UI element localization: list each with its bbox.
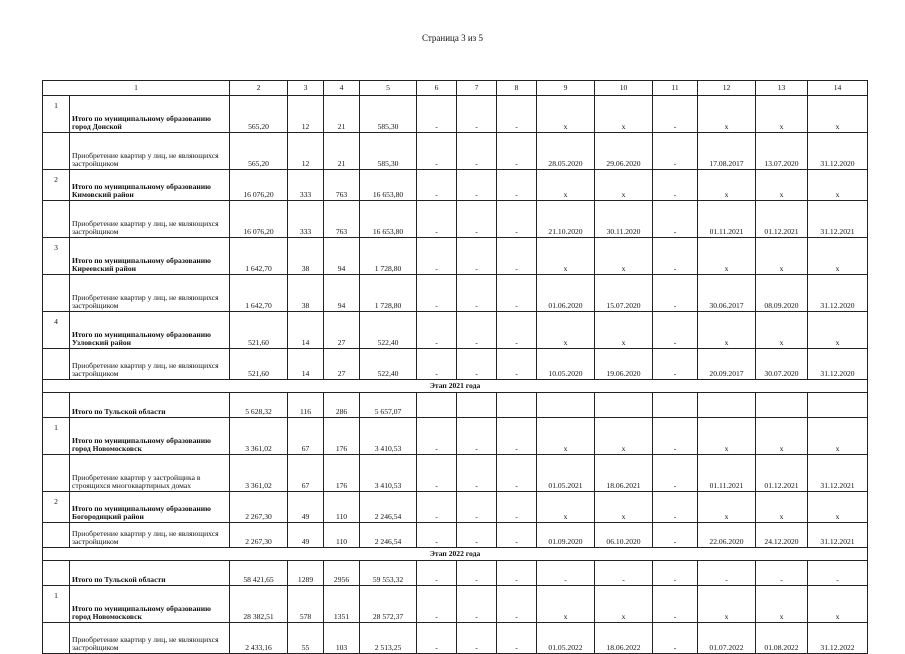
column-header-8: 8 — [497, 81, 537, 96]
table-cell: 94 — [324, 275, 360, 312]
table-cell: 2 513,25 — [360, 623, 417, 654]
table-cell: x — [698, 312, 756, 349]
table-cell: 2 433,16 — [230, 623, 288, 654]
table-row — [43, 561, 868, 586]
table-cell: 29.06.2020 — [595, 133, 653, 170]
table-cell: 103 — [324, 623, 360, 654]
table-cell: 30.07.2020 — [756, 349, 808, 380]
stage-label: Этап 2021 года — [43, 380, 868, 393]
table-cell: x — [698, 418, 756, 455]
table-cell: 3 410,53 — [360, 418, 417, 455]
table-cell: 30.06.2017 — [698, 275, 756, 312]
table-cell: 2 246,54 — [360, 523, 417, 548]
table-cell: 16 653,80 — [360, 201, 417, 238]
table-body — [43, 96, 868, 654]
table-cell: 3 361,02 — [230, 455, 288, 492]
table-cell: - — [653, 561, 698, 586]
table-cell: - — [457, 201, 497, 238]
table-cell: x — [808, 492, 868, 523]
table-cell: - — [497, 523, 537, 548]
table-cell: x — [698, 170, 756, 201]
table-cell: - — [457, 312, 497, 349]
table-cell: - — [653, 492, 698, 523]
table-cell: - — [417, 238, 457, 275]
table-cell: - — [808, 561, 868, 586]
table-cell: 20.09.2017 — [698, 349, 756, 380]
table-cell: 55 — [288, 623, 324, 654]
table-cell: 28.05.2020 — [537, 133, 595, 170]
table-cell: 19.06.2020 — [595, 349, 653, 380]
table-row — [43, 275, 868, 312]
row-number — [43, 523, 70, 548]
table-cell: 28 382,51 — [230, 586, 288, 623]
table-cell: 1 728,80 — [360, 238, 417, 275]
table-cell: 01.12.2021 — [756, 455, 808, 492]
table-cell: - — [457, 418, 497, 455]
table-cell: 1 642,70 — [230, 238, 288, 275]
table-cell: 31.12.2020 — [808, 275, 868, 312]
table-cell: - — [497, 170, 537, 201]
table-cell: 59 553,32 — [360, 561, 417, 586]
table-cell: x — [808, 96, 868, 133]
row-number — [43, 623, 70, 654]
row-number — [43, 561, 70, 586]
table-cell: 17.08.2017 — [698, 133, 756, 170]
table-row — [43, 393, 868, 418]
table-cell: 18.06.2022 — [595, 623, 653, 654]
table-cell: x — [595, 170, 653, 201]
table-cell: - — [417, 96, 457, 133]
row-number — [43, 455, 70, 492]
table-cell: 01.08.2022 — [756, 623, 808, 654]
table-cell: - — [653, 523, 698, 548]
row-number: 4 — [43, 312, 70, 349]
table-cell: 01.12.2021 — [756, 201, 808, 238]
table-cell: - — [457, 523, 497, 548]
table-cell: x — [698, 96, 756, 133]
table-cell: - — [653, 623, 698, 654]
table-cell: x — [537, 586, 595, 623]
table-cell: 110 — [324, 492, 360, 523]
table-cell: 2 267,30 — [230, 523, 288, 548]
table-cell: - — [417, 523, 457, 548]
table-cell: 333 — [288, 201, 324, 238]
table-cell: - — [497, 586, 537, 623]
table-cell: 522,40 — [360, 349, 417, 380]
table-cell: - — [417, 623, 457, 654]
table-cell: x — [698, 492, 756, 523]
row-number: 1 — [43, 586, 70, 623]
table-cell — [537, 393, 595, 418]
table-row — [43, 96, 868, 133]
table-cell: - — [417, 170, 457, 201]
table-cell: - — [417, 455, 457, 492]
table-cell: 31.12.2021 — [808, 201, 868, 238]
table-cell: 3 410,53 — [360, 455, 417, 492]
stage-label: Этап 2022 года — [43, 548, 868, 561]
table-cell: - — [457, 561, 497, 586]
table-cell: x — [756, 170, 808, 201]
table-cell: x — [595, 96, 653, 133]
table-cell: 01.11.2021 — [698, 455, 756, 492]
table-cell: - — [756, 561, 808, 586]
row-name-cell: Итого по муниципальному образованию Богородицкий район — [70, 492, 230, 523]
column-header-7: 7 — [457, 81, 497, 96]
table-cell: 01.06.2020 — [537, 275, 595, 312]
table-cell: 18.06.2021 — [595, 455, 653, 492]
table-cell: x — [595, 492, 653, 523]
table-cell: 67 — [288, 455, 324, 492]
table-cell: x — [808, 238, 868, 275]
table-cell: 01.05.2022 — [537, 623, 595, 654]
table-cell: 94 — [324, 238, 360, 275]
program-table-container — [42, 80, 867, 654]
table-cell: 1351 — [324, 586, 360, 623]
table-cell: - — [417, 312, 457, 349]
table-cell: 49 — [288, 492, 324, 523]
row-name-cell: Итого по Тульской области — [70, 561, 230, 586]
table-cell: x — [537, 418, 595, 455]
row-number: 2 — [43, 492, 70, 523]
row-name-cell: Итого по муниципальному образованию город Донской — [70, 96, 230, 133]
table-cell: - — [653, 455, 698, 492]
table-cell: 116 — [288, 393, 324, 418]
row-name-cell: Приобретение квартир у лиц, не являющихся застройщиком — [70, 201, 230, 238]
table-row — [43, 586, 868, 623]
table-cell: 2956 — [324, 561, 360, 586]
table-cell: x — [756, 492, 808, 523]
table-cell: - — [457, 238, 497, 275]
table-cell: - — [497, 96, 537, 133]
table-cell: 1289 — [288, 561, 324, 586]
row-name-cell: Приобретение квартир у лиц, не являющихся застройщиком — [70, 623, 230, 654]
table-cell: x — [756, 312, 808, 349]
table-cell: - — [653, 418, 698, 455]
table-cell: 2 246,54 — [360, 492, 417, 523]
table-cell: - — [497, 238, 537, 275]
table-cell: x — [595, 238, 653, 275]
table-cell — [417, 393, 457, 418]
table-cell: x — [756, 238, 808, 275]
table-cell: - — [457, 492, 497, 523]
row-number — [43, 349, 70, 380]
table-cell: 15.07.2020 — [595, 275, 653, 312]
table-cell: - — [417, 349, 457, 380]
table-cell: - — [417, 275, 457, 312]
table-cell: 24.12.2020 — [756, 523, 808, 548]
table-cell: - — [537, 561, 595, 586]
column-header-14: 14 — [808, 81, 868, 96]
table-cell: - — [417, 133, 457, 170]
page-number-label: Страница 3 из 5 — [422, 33, 483, 43]
table-cell: - — [653, 201, 698, 238]
table-cell: x — [537, 492, 595, 523]
table-cell: 522,40 — [360, 312, 417, 349]
row-name-cell: Итого по муниципальному образованию Кимовский район — [70, 170, 230, 201]
table-cell: x — [537, 312, 595, 349]
table-cell: 5 657,07 — [360, 393, 417, 418]
table-cell — [756, 393, 808, 418]
table-cell — [457, 393, 497, 418]
table-cell: - — [497, 312, 537, 349]
column-number-header — [43, 81, 868, 96]
table-cell: - — [417, 492, 457, 523]
table-cell: 30.11.2020 — [595, 201, 653, 238]
table-cell: 12 — [288, 96, 324, 133]
column-header-4: 4 — [324, 81, 360, 96]
program-table — [42, 80, 868, 654]
table-cell: 49 — [288, 523, 324, 548]
table-cell: 08.09.2020 — [756, 275, 808, 312]
table-cell: - — [653, 133, 698, 170]
table-cell: x — [698, 586, 756, 623]
table-cell: 06.10.2020 — [595, 523, 653, 548]
column-header-11: 11 — [653, 81, 698, 96]
table-cell: 286 — [324, 393, 360, 418]
table-cell: 176 — [324, 455, 360, 492]
table-cell: x — [595, 312, 653, 349]
table-cell — [653, 393, 698, 418]
table-cell: 28 572,37 — [360, 586, 417, 623]
table-cell: 5 628,32 — [230, 393, 288, 418]
table-cell: 21 — [324, 96, 360, 133]
table-cell: - — [653, 586, 698, 623]
table-cell: - — [595, 561, 653, 586]
row-number — [43, 275, 70, 312]
table-cell: - — [457, 96, 497, 133]
table-cell: 13.07.2020 — [756, 133, 808, 170]
table-cell: 22.06.2020 — [698, 523, 756, 548]
row-name-cell: Итого по муниципальному образованию город Новомосковск — [70, 418, 230, 455]
table-cell: 27 — [324, 349, 360, 380]
row-number: 3 — [43, 238, 70, 275]
table-cell: 2 267,30 — [230, 492, 288, 523]
table-row — [43, 418, 868, 455]
table-cell: - — [653, 238, 698, 275]
table-cell: 01.07.2022 — [698, 623, 756, 654]
table-cell: - — [653, 275, 698, 312]
table-row — [43, 201, 868, 238]
table-cell: - — [653, 349, 698, 380]
table-cell: 333 — [288, 170, 324, 201]
table-cell: - — [457, 455, 497, 492]
table-cell: 12 — [288, 133, 324, 170]
table-cell: - — [417, 201, 457, 238]
table-cell: 38 — [288, 238, 324, 275]
table-cell: - — [497, 201, 537, 238]
table-cell: 16 653,80 — [360, 170, 417, 201]
table-cell: 27 — [324, 312, 360, 349]
table-cell: x — [537, 96, 595, 133]
stage-header-row — [43, 548, 868, 561]
row-name-cell: Итого по муниципальному образованию город Новомосковск — [70, 586, 230, 623]
table-cell: 565,20 — [230, 96, 288, 133]
table-cell: 763 — [324, 201, 360, 238]
table-row — [43, 623, 868, 654]
table-cell: 31.12.2021 — [808, 455, 868, 492]
table-row — [43, 133, 868, 170]
table-cell: - — [457, 623, 497, 654]
table-cell: - — [497, 561, 537, 586]
row-name-cell: Приобретение квартир у застройщика в строящихся многоквартирных домах — [70, 455, 230, 492]
table-cell: x — [756, 96, 808, 133]
table-cell: 585,30 — [360, 96, 417, 133]
table-cell: 521,60 — [230, 349, 288, 380]
column-header-5: 5 — [360, 81, 417, 96]
table-cell: 565,20 — [230, 133, 288, 170]
table-cell: 14 — [288, 349, 324, 380]
table-cell: 14 — [288, 312, 324, 349]
column-header-10: 10 — [595, 81, 653, 96]
table-cell: 1 728,80 — [360, 275, 417, 312]
table-row — [43, 523, 868, 548]
table-cell: 763 — [324, 170, 360, 201]
table-cell: - — [497, 349, 537, 380]
table-row — [43, 238, 868, 275]
table-row — [43, 349, 868, 380]
column-header-6: 6 — [417, 81, 457, 96]
row-name-cell: Итого по муниципальному образованию Киреевский район — [70, 238, 230, 275]
table-cell: - — [497, 492, 537, 523]
stage-header-row — [43, 380, 868, 393]
table-cell: 58 421,65 — [230, 561, 288, 586]
table-cell: 176 — [324, 418, 360, 455]
table-cell: 31.12.2020 — [808, 133, 868, 170]
column-header-2: 2 — [230, 81, 288, 96]
table-cell: - — [417, 586, 457, 623]
table-cell: - — [653, 170, 698, 201]
table-cell: 31.12.2021 — [808, 523, 868, 548]
table-cell: 01.05.2021 — [537, 455, 595, 492]
table-cell: - — [497, 418, 537, 455]
table-row — [43, 170, 868, 201]
row-name-cell: Итого по муниципальному образованию Узловский район — [70, 312, 230, 349]
table-cell: x — [756, 418, 808, 455]
table-cell: x — [808, 312, 868, 349]
table-cell: 585,30 — [360, 133, 417, 170]
column-header-1: 1 — [43, 81, 230, 96]
table-cell — [497, 393, 537, 418]
table-cell: x — [808, 586, 868, 623]
row-name-cell: Приобретение квартир у лиц, не являющихся застройщиком — [70, 275, 230, 312]
table-cell: x — [595, 418, 653, 455]
table-cell — [698, 393, 756, 418]
column-header-12: 12 — [698, 81, 756, 96]
table-cell: - — [497, 275, 537, 312]
table-cell: - — [653, 312, 698, 349]
table-cell: 01.11.2021 — [698, 201, 756, 238]
table-cell — [808, 393, 868, 418]
table-cell: 01.09.2020 — [537, 523, 595, 548]
table-cell: 10.05.2020 — [537, 349, 595, 380]
table-cell: 521,60 — [230, 312, 288, 349]
table-cell: 16 076,20 — [230, 201, 288, 238]
table-cell: 67 — [288, 418, 324, 455]
table-row — [43, 492, 868, 523]
table-cell: - — [653, 96, 698, 133]
column-header-13: 13 — [756, 81, 808, 96]
row-number — [43, 133, 70, 170]
row-number: 2 — [43, 170, 70, 201]
row-number — [43, 393, 70, 418]
row-number: 1 — [43, 96, 70, 133]
table-cell: - — [457, 586, 497, 623]
row-name-cell: Итого по Тульской области — [70, 393, 230, 418]
column-header-9: 9 — [537, 81, 595, 96]
row-name-cell: Приобретение квартир у лиц, не являющихся застройщиком — [70, 133, 230, 170]
table-cell: - — [457, 275, 497, 312]
table-cell: 31.12.2020 — [808, 349, 868, 380]
table-cell: 110 — [324, 523, 360, 548]
table-cell: - — [417, 561, 457, 586]
table-cell: - — [457, 170, 497, 201]
table-cell: x — [756, 586, 808, 623]
table-cell: - — [497, 455, 537, 492]
table-cell: 21 — [324, 133, 360, 170]
table-cell: x — [595, 586, 653, 623]
table-row — [43, 455, 868, 492]
table-cell: 38 — [288, 275, 324, 312]
table-cell: x — [808, 170, 868, 201]
row-number: 1 — [43, 418, 70, 455]
table-cell — [595, 393, 653, 418]
table-cell: 578 — [288, 586, 324, 623]
row-number — [43, 201, 70, 238]
table-cell: - — [417, 418, 457, 455]
table-cell: 31.12.2022 — [808, 623, 868, 654]
table-cell: - — [497, 623, 537, 654]
row-name-cell: Приобретение квартир у лиц, не являющихся застройщиком — [70, 349, 230, 380]
table-cell: 21.10.2020 — [537, 201, 595, 238]
table-cell: x — [698, 238, 756, 275]
table-cell: - — [698, 561, 756, 586]
table-cell: x — [537, 238, 595, 275]
table-cell: - — [457, 133, 497, 170]
row-name-cell: Приобретение квартир у лиц, не являющихся застройщиком — [70, 523, 230, 548]
table-row — [43, 312, 868, 349]
table-cell: 1 642,70 — [230, 275, 288, 312]
table-cell: - — [457, 349, 497, 380]
table-cell: - — [497, 133, 537, 170]
table-cell: x — [808, 418, 868, 455]
column-header-3: 3 — [288, 81, 324, 96]
table-cell: 3 361,02 — [230, 418, 288, 455]
table-cell: x — [537, 170, 595, 201]
table-cell: 16 076,20 — [230, 170, 288, 201]
